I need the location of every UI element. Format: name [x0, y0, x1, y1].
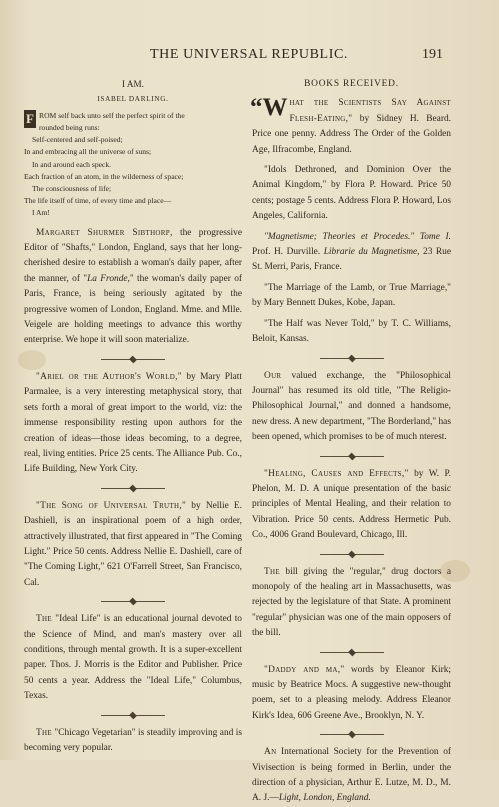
- poem-author: ISABEL DARLING.: [97, 95, 169, 104]
- running-header: [0, 47, 499, 67]
- drop-cap: F: [24, 110, 36, 128]
- poem-line: I Am!: [32, 208, 50, 218]
- paragraph-vegetarian: The "Chicago Vegetarian" is steadily improving and is becoming very popular.: [24, 727, 242, 754]
- right-column: [252, 77, 451, 807]
- paragraph-song: "The Song of Universal Truth," by Nellie E. Dashiell, is an inspirational poem of a high order, attractively illustrated, that first appeared in "The Coming Light." Price 50 cents. Address Nellie E. Dashiell, care of "The Coming Light," 621 O'Farrell Street, San Francisco, Cal.: [24, 500, 242, 588]
- poem-line: rounded being runs:: [39, 123, 100, 133]
- poem-line: The life itself of time, of every time and place—: [24, 196, 172, 206]
- paragraph-massachusetts-bill: The bill giving the "regular," drug doctors a monopoly of the healing art in Massachusetts, was rejected by the legislature of that State. A prominent "regular" physician was one of the main opposers of the bill.: [252, 566, 451, 639]
- poem-line: F ROM self back unto self the perfect spirit of the: [24, 110, 242, 122]
- poem-line: Self-centered and self-poised;: [32, 135, 123, 145]
- book-entry: "The Half was Never Told," by T. C. Williams, Beloit, Kansas.: [252, 318, 451, 345]
- left-column: [24, 77, 242, 756]
- books-received-heading: BOOKS RECEIVED.: [304, 79, 399, 89]
- paragraph-shafts: Margaret Shurmer Sibthorp, the progressive Editor of "Shafts," London, England, says that her long-cherished desire to establish a woman's daily paper, after the manner, of "La Fronde," the woman's daily paper of Paris, France, is being seriously agitated by the progressive women of London, England. Mme. and Mlle. Veigele are holding meetings to advance this worthy enterprise. We hope it will soon materialize.: [24, 227, 243, 346]
- paragraph-ariel: "Ariel or the Author's World," by Mary Platt Parmalee, is a very interesting metaphysical story, that sets forth a moral of great import to the world, viz: the immense responsibility resting upon authors for the creation of ideas—those ideas becoming, to a degree, real, living entities. Price 25 cents. The Alliance Pub. Co., Life Building, New York City.: [24, 371, 242, 475]
- paragraph-healing: "Healing, Causes and Effects," by W. P. Phelon, M. D. A unique presentation of the basic principles of Mental Healing, and their relation to Vibration. Price 50 cents. Address Hermetic Pub. Co., 4006 Grand Boulevard, Chicago, Ill.: [252, 468, 451, 541]
- section-divider: [24, 484, 242, 492]
- poem-line: In and around each speck.: [32, 159, 112, 169]
- paragraph-daddy-and-ma: "Daddy and ma," words by Eleanor Kirk; music by Beatrice Mocs. A suggestive new-thought poem, set to a pleasing melody. Address Eleanor Kirk's Idea, 606 Greene Ave., Brooklyn, N. Y.: [252, 664, 451, 721]
- section-divider: [252, 730, 451, 738]
- section-divider: [252, 354, 451, 362]
- poem-line: Each fraction of an atom, in the wilderness of space;: [24, 171, 184, 181]
- drop-cap: “W: [250, 94, 288, 122]
- running-title: THE UNIVERSAL REPUBLIC.: [150, 47, 349, 62]
- book-entry: "The Marriage of the Lamb, or True Marriage," by Mary Bennett Dukes, Kobe, Japan.: [252, 282, 451, 309]
- poem: [24, 110, 242, 220]
- poem-line: The consciousness of life;: [32, 184, 112, 194]
- paragraph-vivisection: An International Society for the Prevention of Vivisection is being formed in Berlin, under the direction of a physician, Arthur E. Lutze, M. D., M. A. J.—Light, London, England.: [252, 747, 451, 804]
- poem-line: In and embracing all the universe of suns;: [24, 147, 152, 157]
- section-divider: [252, 452, 451, 460]
- section-divider: [252, 648, 451, 656]
- paragraph-philosophical-journal: Our valued exchange, the "Philosophical Journal" has resumed its old title, "The Religio-Philosophical Journal," and donned a handsome, new dress. A new department, "The Borderland," has been opened, which promises to be of much nterest.: [252, 370, 451, 443]
- page-number: 191: [422, 47, 443, 62]
- poem-title: I AM.: [122, 79, 144, 89]
- section-divider: [252, 550, 451, 558]
- section-divider: [24, 355, 242, 363]
- section-divider: [24, 597, 242, 605]
- book-entry: “W hat the Scientists Say Against Flesh-Eating," by Sidney H. Beard. Price one penny. Address The Order of the Golden Age, Ilfracombe, England.: [250, 94, 451, 155]
- paragraph-ideal-life: The "Ideal Life" is an educational journal devoted to the Science of Mind, and man's mastery over all conditions, through mental growth. It is a super-excellent paper. Thos. J. Morris is the Editor and Publisher. Price 50 cents a year. Address the "Ideal Life," Columbus, Texas.: [24, 614, 242, 702]
- book-entry: "Magnetisme; Theories et Procedes." Tome I. Prof. H. Durville. Librarie du Magnetisme, 23 Rue St. Merri, Paris, France.: [252, 231, 451, 273]
- book-entry: "Idols Dethroned, and Dominion Over the Animal Kingdom," by Flora P. Howard. Price 50 cents; postage 5 cents. Address Flora P. Howard, Los Angeles, California.: [252, 165, 451, 222]
- section-divider: [24, 711, 242, 719]
